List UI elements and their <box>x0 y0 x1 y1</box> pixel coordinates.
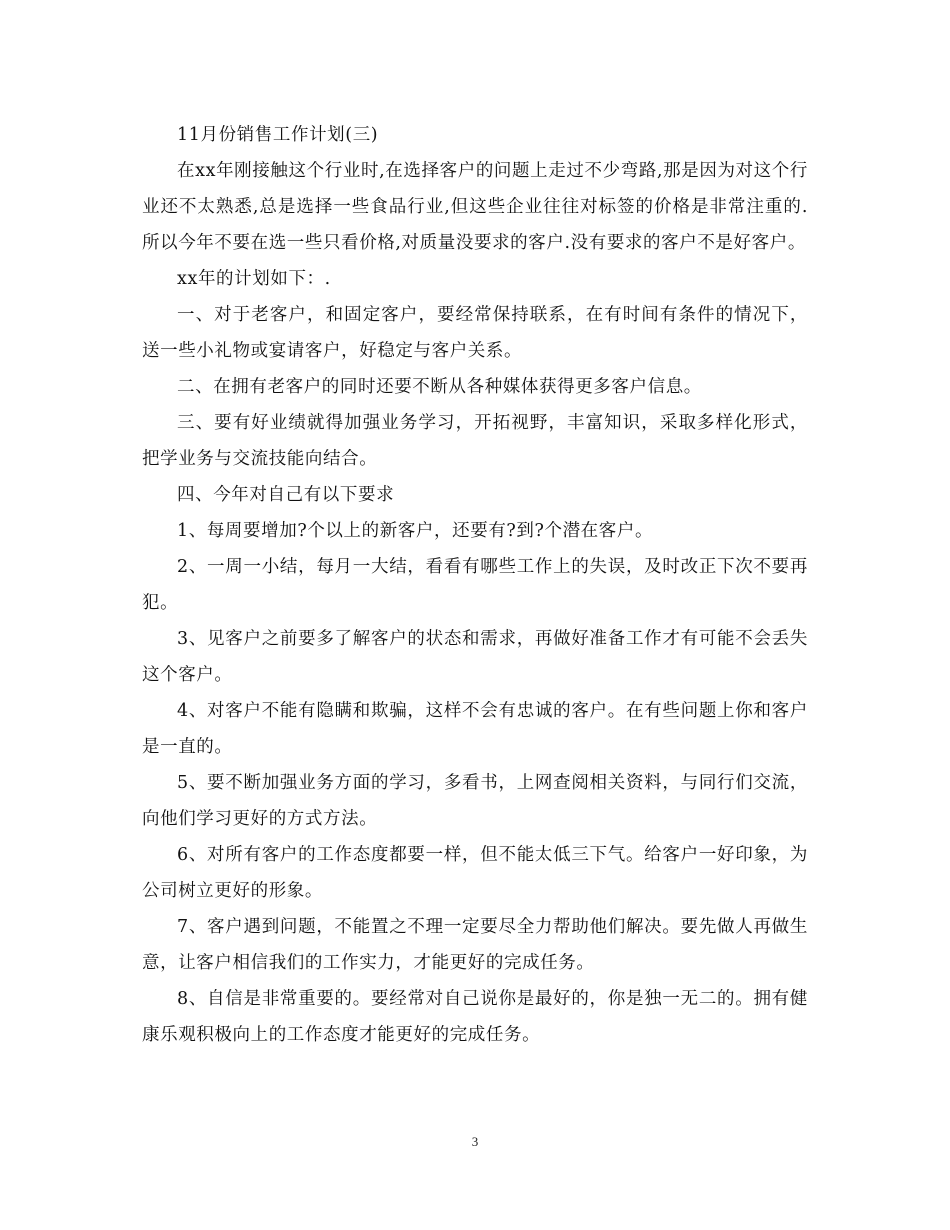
list-item: 6、对所有客户的工作态度都要一样，但不能太低三下气。给客户一好印象，为公司树立更好的形象。 <box>142 845 808 901</box>
paragraph: xx年的计划如下：. <box>177 269 331 289</box>
paragraph: 三、要有好业绩就得加强业务学习，开拓视野，丰富知识，采取多样化形式，把学业务与交流技能向结合。 <box>142 413 808 469</box>
paragraph: 四、今年对自己有以下要求 <box>177 485 395 505</box>
list-item: 1、每周要增加?个以上的新客户，还要有?到?个潜在客户。 <box>177 521 654 541</box>
list-item: 8、自信是非常重要的。要经常对自己说你是最好的，你是独一无二的。拥有健康乐观积极向上的工作态度才能更好的完成任务。 <box>142 989 808 1045</box>
page-number: 3 <box>471 1134 479 1149</box>
document-body <box>142 117 808 1053</box>
list-item: 4、对客户不能有隐瞒和欺骗，这样不会有忠诚的客户。在有些问题上你和客户是一直的。 <box>142 701 808 757</box>
document-title: 11月份销售工作计划(三) <box>177 125 379 145</box>
paragraph: 一、对于老客户，和固定客户，要经常保持联系，在有时间有条件的情况下，送一些小礼物或宴请客户，好稳定与客户关系。 <box>142 305 808 361</box>
list-item: 5、要不断加强业务方面的学习，多看书，上网查阅相关资料，与同行们交流，向他们学习更好的方式方法。 <box>142 773 808 829</box>
paragraph: 二、在拥有老客户的同时还要不断从各种媒体获得更多客户信息。 <box>177 377 702 397</box>
list-item: 7、客户遇到问题，不能置之不理一定要尽全力帮助他们解决。要先做人再做生意，让客户相信我们的工作实力，才能更好的完成任务。 <box>142 917 808 973</box>
paragraph: 在xx年刚接触这个行业时,在选择客户的问题上走过不少弯路,那是因为对这个行业还不太熟悉,总是选择一些食品行业,但这些企业往往对标签的价格是非常注重的.所以今年不要在选一些只看价格,对质量没要求的客户.没有要求的客户不是好客户。 <box>142 161 808 253</box>
list-item: 3、见客户之前要多了解客户的状态和需求，再做好准备工作才有可能不会丢失这个客户。 <box>142 629 808 685</box>
list-item: 2、一周一小结，每月一大结，看看有哪些工作上的失误，及时改正下次不要再犯。 <box>142 557 808 613</box>
